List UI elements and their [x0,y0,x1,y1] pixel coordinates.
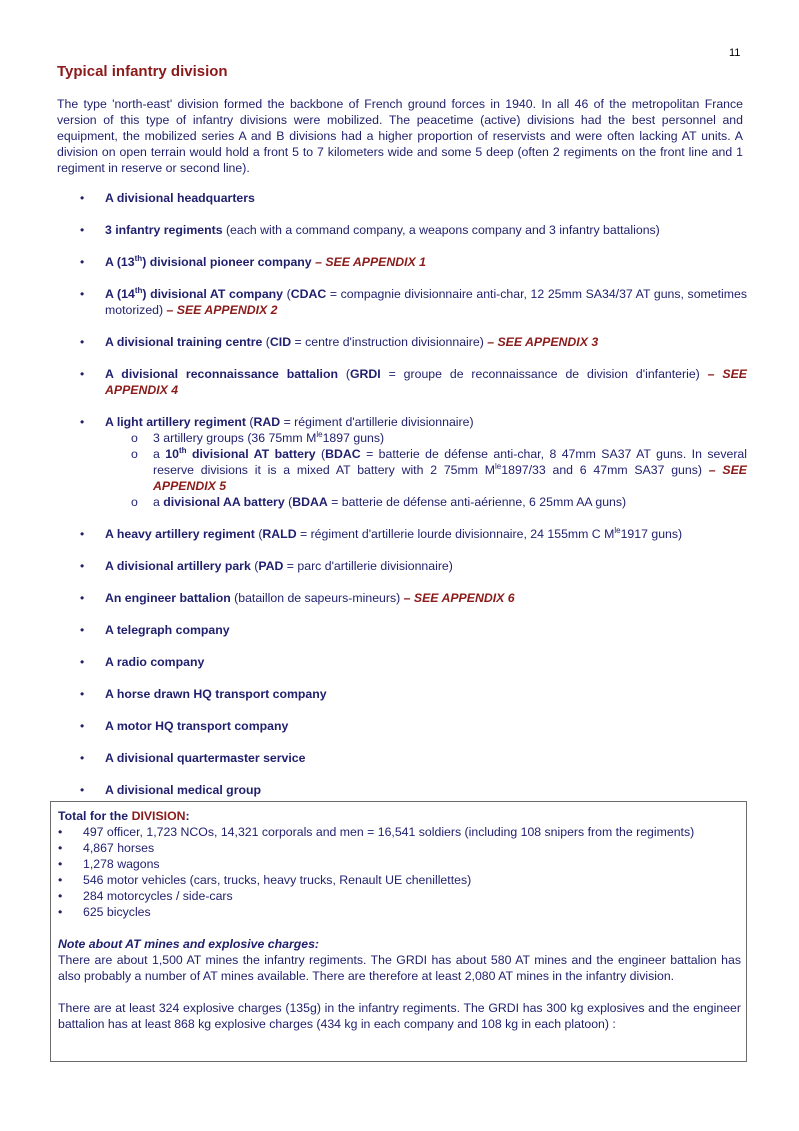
list-item [57,190,747,206]
unit-abbreviation: CDAC [290,287,327,301]
bullet-icon: • [80,751,85,765]
summary-heading: Total for the DIVISION: [58,809,190,823]
bullet-icon: • [58,905,63,919]
unit-name: A divisional quartermaster service [105,751,306,765]
page-title: Typical infantry division [57,63,228,80]
bullet-icon: • [58,889,63,903]
bullet-icon: • [58,841,63,855]
bullet-icon: • [80,415,85,429]
bullet-icon: • [80,655,85,669]
unit-abbreviation: GRDI [349,367,381,381]
list-item [57,222,747,238]
bullet-icon: • [80,223,85,237]
sub-list-item: o 3 artillery groups (36 75mm $M^{le}1897$ guns) [131,429,385,445]
appendix-reference: – SEE APPENDIX 3 [483,335,599,349]
unit-abbreviation: RAD [253,415,281,429]
sub-list-item: o a divisional AA battery (BDAA = batterie de défense anti-aérienne, 6 25mm AA guns) [131,495,627,509]
bullet-icon: • [80,687,85,701]
bullet-icon: • [80,287,85,301]
unit-name: A motor HQ transport company [105,719,289,733]
page-number: 11 [729,47,741,59]
unit-detail: (each with a command company, a weapons company and 3 infantry battalions) [222,223,660,237]
summary-box [50,801,747,1062]
note-paragraph: There are about 1,500 AT mines the infantry regiments. The GRDI has about 580 AT mines and the engineer battalion has also probably a number of AT mines available. There are therefore at least 2,080 AT mines in the infantry division. [58,953,741,983]
unit-name: A divisional training centre [105,335,263,349]
list-item: • A divisional artillery park (PAD = parc d'artillerie divisionnaire) [80,559,453,573]
unit-name: 3 infantry regiments [105,223,223,237]
unit-list [57,190,747,814]
note-title: Note about AT mines and explosive charges: [58,937,320,951]
appendix-reference: – SEE APPENDIX 5 [153,463,747,493]
bullet-icon: • [80,367,85,381]
bullet-icon: • [80,719,85,733]
list-item [57,590,747,606]
bullet-icon: • [80,191,85,205]
unit-detail: = centre d'instruction divisionnaire) [291,335,484,349]
unit-name: A (13th) divisional pioneer company [105,253,312,269]
unit-name: A (14th) divisional AT company [105,285,284,301]
unit-name: A horse drawn HQ transport company [105,687,327,701]
list-item [57,718,747,734]
list-item [57,686,747,702]
bullet-icon: • [58,857,63,871]
list-item: • A light artillery regiment (RAD = régiment d'artillerie divisionnaire) o 3 artillery groups (36 75mm $M^{le}1897$ guns) o a 10th divisional AT battery (BDAC = batterie de défense anti-char, 8 47mm SA37 AT guns. In several reserve divisions it is a mixed AT battery with 2 75mm $M^{le}1897/33$ and 6 47mm SA37 guns) – SEE APPENDIX 5 o a divisional AA battery (BDAA = batterie de défense anti-aérienne, 6 25mm AA guns) [80,415,747,509]
unit-abbreviation: PAD [258,559,284,573]
list-item: • A heavy artillery regiment (RALD = régiment d'artillerie lourde divisionnaire, 24 155mm C $M^{le}1917$ guns) [80,525,683,541]
circle-bullet-icon: o [131,495,138,509]
list-item [57,654,747,670]
bullet-icon: • [80,783,85,797]
circle-bullet-icon: o [131,447,138,461]
bullet-icon: • [80,559,85,573]
unit-abbreviation: CID [269,335,292,349]
unit-detail: = parc d'artillerie divisionnaire) [283,559,453,573]
unit-name: A divisional reconnaissance battalion [105,367,338,381]
appendix-reference: – SEE APPENDIX 2 [163,303,278,317]
list-item: • 625 bicycles [58,905,151,919]
unit-name: A divisional artillery park [105,559,251,573]
list-item [57,782,747,798]
bullet-icon: • [58,825,63,839]
unit-detail: = régiment d'artillerie divisionnaire) [280,415,474,429]
sub-list-item: o a 10th divisional AT battery (BDAC = batterie de défense anti-char, 8 47mm SA37 AT guns. In several reserve divisions it is a mixed AT battery with 2 75mm $M^{le}1897/33$ and 6 47mm SA37 guns) – SEE APPENDIX 5 [131,445,747,493]
list-item [57,750,747,766]
unit-detail: = compagnie divisionnaire anti-char, 12 25mm SA34/37 AT guns, sometimes motorized) [105,287,748,317]
list-item: • 284 motorcycles / side-cars [58,889,233,903]
unit-detail: (bataillon de sapeurs-mineurs) [230,591,401,605]
unit-name: A heavy artillery regiment [105,527,255,541]
unit-name: An engineer battalion [105,591,231,605]
bullet-icon: • [80,527,85,541]
bullet-icon: • [80,623,85,637]
list-item [57,622,747,638]
unit-name: A radio company [105,655,205,669]
list-item: • 1,278 wagons [58,857,160,871]
totals-list [58,824,741,920]
circle-bullet-icon: o [131,431,138,445]
unit-name: divisional AA battery [163,495,285,509]
note-paragraph: There are at least 324 explosive charges (135g) in the infantry regiments. The GRDI has 300 kg explosives and the engineer battalion has at least 868 kg explosive charges (434 kg in each company and 108 kg in each platoon) : [58,1001,741,1031]
bullet-icon: • [80,591,85,605]
list-item: • 546 motor vehicles (cars, trucks, heavy trucks, Renault UE chenillettes) [58,873,472,887]
list-item [57,254,747,270]
unit-name: A light artillery regiment [105,415,246,429]
appendix-reference: – SEE APPENDIX 1 [311,255,427,269]
unit-abbreviation: RALD [262,527,297,541]
list-item: • A divisional reconnaissance battalion (GRDI = groupe de reconnaissance de division d'infanterie) – SEE APPENDIX 4 [80,367,747,397]
bullet-icon: • [80,335,85,349]
intro-paragraph: The type 'north-east' division formed the backbone of French ground forces in 1940. In all 46 of the metropolitan France version of this type of infantry divisions were mobilized. The peacetime (active) divisions had the best personnel and equipment, the mobilized series A and B divisions had a higher proportion of reservists and were often lacking AT units. A division on open terrain would hold a front 5 to 7 kilometers wide and some 5 deep (often 2 regiments on the front line and 1 regiment in reserve or second line). [57,97,743,175]
unit-abbreviation: BDAA [292,495,328,509]
unit-abbreviation: BDAC [325,447,361,461]
list-item: • 4,867 horses [58,841,155,855]
unit-name: A divisional medical group [105,783,262,797]
sub-unit-list [105,430,747,510]
list-item: • 497 officer, 1,723 NCOs, 14,321 corporals and men = 16,541 soldiers (including 108 snipers from the regiments) [58,825,695,839]
bullet-icon: • [80,255,85,269]
unit-detail: = groupe de reconnaissance de division d'infanterie) [380,367,700,381]
unit-name: A telegraph company [105,623,230,637]
list-item: • A divisional training centre (CID = centre d'instruction divisionnaire) – SEE APPENDIX 3 [80,335,599,349]
unit-name: A divisional headquarters [105,191,255,205]
list-item: • A (14th) divisional AT company (CDAC = compagnie divisionnaire anti-char, 12 25mm SA34/37 AT guns, sometimes motorized) – SEE APPENDIX 2 [80,285,748,317]
appendix-reference: – SEE APPENDIX 4 [105,367,747,397]
unit-name: 10th divisional AT battery [165,445,316,461]
appendix-reference: – SEE APPENDIX 6 [400,591,515,605]
bullet-icon: • [58,873,63,887]
